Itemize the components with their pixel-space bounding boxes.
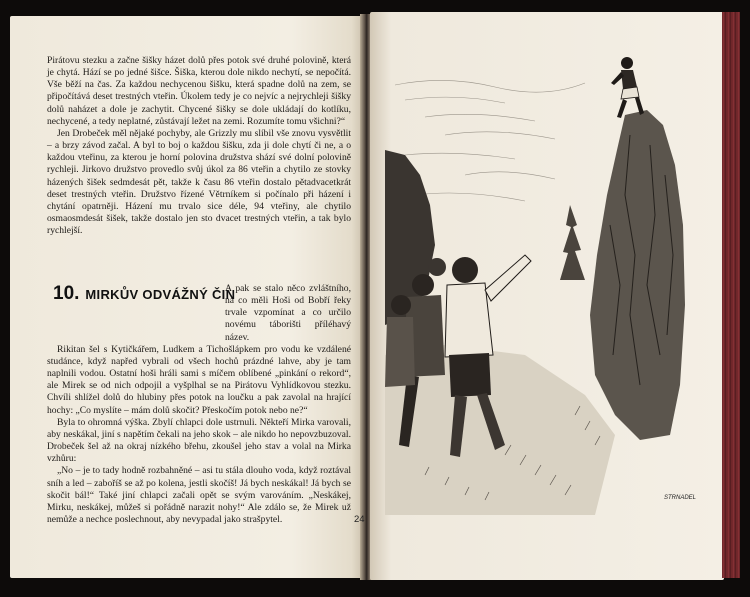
chapter-paragraph-4: „No – je to tady hodně rozbahněné – asi tu stála dlouho voda, když roztával sníh a led – zaboříš se až po kolena, jestli skočíš! Já bych neskákal! Já bych se skočit bál!“ Také jiní chlapci začali opět se svým varováním. „Neskákej, Mirku, neskákej, můžeš si pořádně narazit nohy!“ Ale zdálo se, že Mirek už nemůže a nechce poslechnout, aby nevypadal jako strašpytel. (47, 465, 351, 525)
sky-hatching (395, 80, 585, 201)
chapter-paragraph-2: Rikitan šel s Kytičkářem, Ludkem a Tichošlápkem pro vodu ke vzdálené studánce, když napřed vybrali od všech hochů prázdné lahve, aby je tam naplnili vodou. Ostatní hoši hráli sami s míčem oblíbené „pinkání o rekord“, ale Mirek se od nich odpojil a vyšplhal se na Pirátovu Vyhlídkovou stezku. Chvíli shlížel dolů do hlubiny přes potok na loučku a pak zavolal na hrající hochy: „Co myslíte – mám dolů skočit? Přeskočím potok nebo ne?“ (47, 343, 351, 416)
paragraph-2: Jen Drobeček měl nějaké pochyby, ale Grizzly mu slíbil vše znovu vysvětlit – a brzy závod začal. A byl to boj o každou šišku, zda ji dole chytí či ne, a o každou vteřinu, za kterou je horní polovina družstva shází své dolní polovině rychleji. Jirkovo družstvo provedlo svůj úkol za 86 vteřin a chytilo ze stovky házených šišek sedmdesát pět, takže k času 86 vteřin dostalo pětadvacetkrát deset trestných vteřin. Družstvo řízené Větrníkem si počínalo při házení i chytání opatrněji. Házení mu trvalo sice déle, 94 vteřiny, ale chytilo osmaosmdesát šišek, takže dostalo jen sto dvacet trestných vteřin, a tak bylo rychlejší. (47, 127, 351, 237)
chapter-text (47, 283, 351, 526)
illustrator-signature: STRNADEL (664, 495, 697, 501)
chapter-title: MIRKŮV ODVÁŽNÝ ČIN (85, 287, 236, 302)
boy-on-cliff (611, 57, 644, 118)
illustration-boys-at-cliff (385, 55, 685, 515)
text-before-chapter (47, 55, 351, 237)
chapter-number: 10. (53, 283, 80, 304)
page-number: 24 (354, 514, 365, 525)
chapter-paragraph-3: Byla to ohromná výška. Zbylí chlapci dole ustrnuli. Někteří Mirka varovali, aby neskákal, jiní s napětím čekali na jeho skok – ale nikdo ho nepovzbuzoval. Drobeček šel až na okraj nízkého břehu, zkoušel jeho stav a volal na Mirka vzhůru: (47, 416, 351, 465)
chapter-paragraph-1: A pak se stalo něco zvláštního, na co měli Hoši od Bobří řeky trvale vzpomínat a co určilo novému táborišti příléhavý název. (225, 283, 351, 343)
book-edge (722, 12, 740, 578)
cliff-rock (590, 110, 685, 440)
conifer-tree (560, 205, 585, 280)
paragraph-1: Pirátovu stezku a začne šišky házet dolů přes potok své druhé polovině, která je chytá. Hází se po jedné šišce. Šiška, kterou dole nikdo nechytí, se nepočítá. Vše běží na čas. Za každou nechycenou šišku, která spadne dolů na zem, se připočítává deset trestných vteřin. Úkolem tedy je co nejvíc a nejrychleji šišky dolů naházet a dole je zachytit. Chycené šišky se dole ukládají do kotlíku, nechycené, a tedy neplatné, zůstávají ležet na zemi. Rozumíte tomu všichni?“ (47, 55, 351, 127)
